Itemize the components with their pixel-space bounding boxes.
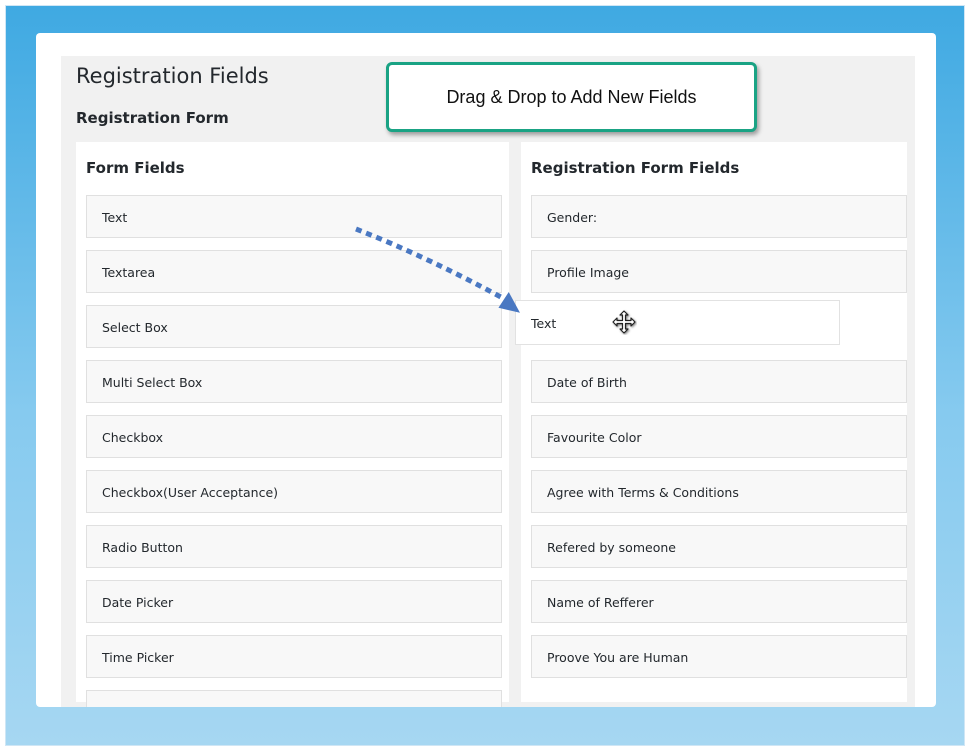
page-title: Registration Fields bbox=[76, 64, 269, 88]
registration-form-fields-title: Registration Form Fields bbox=[531, 159, 740, 177]
reg-field-proove-human[interactable]: Proove You are Human bbox=[531, 635, 907, 678]
reg-field-agree-terms[interactable]: Agree with Terms & Conditions bbox=[531, 470, 907, 513]
reg-field-refered-by[interactable]: Refered by someone bbox=[531, 525, 907, 568]
form-field-radio-button[interactable]: Radio Button bbox=[86, 525, 502, 568]
reg-field-name-of-refferer[interactable]: Name of Refferer bbox=[531, 580, 907, 623]
drag-drop-callout: Drag & Drop to Add New Fields bbox=[386, 62, 757, 132]
form-field-text[interactable]: Text bbox=[86, 195, 502, 238]
registration-form-fields-column bbox=[521, 142, 907, 702]
form-title: Registration Form bbox=[76, 109, 229, 127]
form-fields-column bbox=[76, 142, 509, 702]
form-field-textarea[interactable]: Textarea bbox=[86, 250, 502, 293]
reg-field-date-of-birth[interactable]: Date of Birth bbox=[531, 360, 907, 403]
main-panel bbox=[36, 33, 936, 707]
reg-field-favourite-color[interactable]: Favourite Color bbox=[531, 415, 907, 458]
reg-field-gender[interactable]: Gender: bbox=[531, 195, 907, 238]
form-field-checkbox[interactable]: Checkbox bbox=[86, 415, 502, 458]
columns-container bbox=[61, 142, 915, 707]
dragging-field-text[interactable]: Text bbox=[515, 300, 840, 345]
form-field-date-picker[interactable]: Date Picker bbox=[86, 580, 502, 623]
move-cursor-icon bbox=[611, 309, 637, 335]
form-field-multi-select-box[interactable]: Multi Select Box bbox=[86, 360, 502, 403]
reg-field-profile-image[interactable]: Profile Image bbox=[531, 250, 907, 293]
form-fields-title: Form Fields bbox=[86, 159, 185, 177]
form-field-select-box[interactable]: Select Box bbox=[86, 305, 502, 348]
form-field-partial[interactable] bbox=[86, 690, 502, 707]
form-field-checkbox-user-acceptance[interactable]: Checkbox(User Acceptance) bbox=[86, 470, 502, 513]
form-field-time-picker[interactable]: Time Picker bbox=[86, 635, 502, 678]
